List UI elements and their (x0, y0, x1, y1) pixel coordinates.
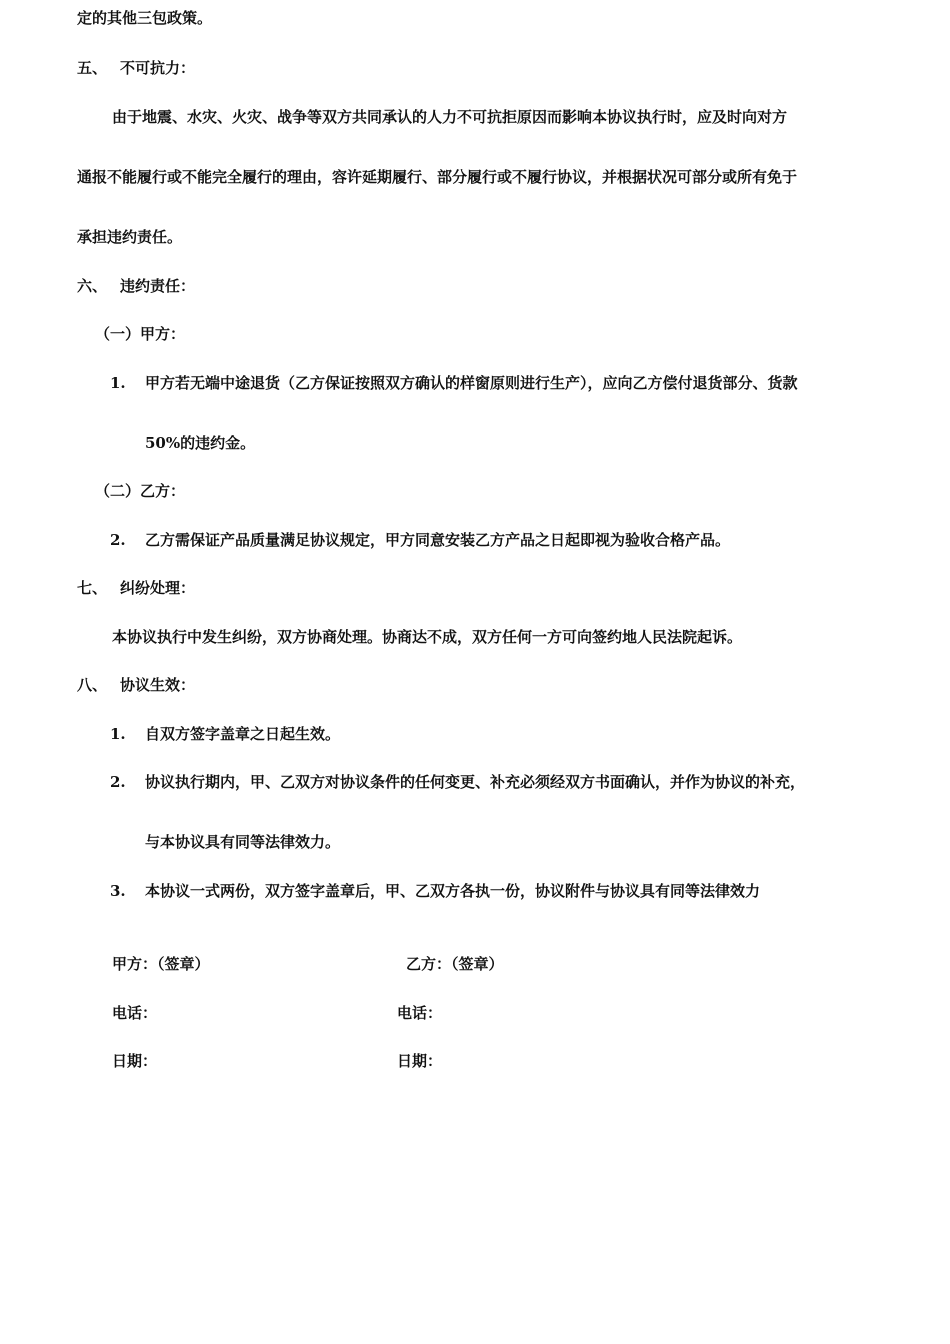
item-number: 1. (110, 374, 126, 392)
party-a-subheading: （一）甲方： (95, 325, 186, 343)
effective-clause-1: 自双方签字盖章之日起生效。 (145, 725, 341, 743)
section-8-number: 八、 (77, 676, 108, 694)
force-majeure-text-line-2: 通报不能履行或不能完全履行的理由，容许延期履行、部分履行或不履行协议，并根据状况可部分或所有免于 (77, 168, 798, 186)
party-a-date-label: 日期： (112, 1052, 158, 1070)
effective-clause-3: 本协议一式两份，双方签字盖章后，甲、乙双方各执一份，协议附件与协议具有同等法律效力 (145, 882, 761, 900)
party-b-date-label: 日期： (397, 1052, 443, 1070)
force-majeure-text-line-3: 承担违约责任。 (77, 228, 183, 246)
section-7-number: 七、 (77, 579, 108, 597)
party-b-subheading: （二）乙方： (95, 482, 186, 500)
clause-continuation-text: 定的其他三包政策。 (77, 9, 213, 27)
party-b-signature-label: 乙方：（签章） (406, 955, 504, 973)
item-number: 2. (110, 531, 126, 549)
dispute-resolution-text: 本协议执行中发生纠纷，双方协商处理。协商达不成，双方任何一方可向签约地人民法院起诉。 (112, 628, 743, 646)
effective-clause-2-line-1: 协议执行期内，甲、乙双方对协议条件的任何变更、补充必须经双方书面确认，并作为协议的补充， (145, 773, 806, 791)
party-a-liability-line-2: 50%的违约金。 (145, 434, 256, 452)
effective-clause-2-line-2: 与本协议具有同等法律效力。 (145, 833, 341, 851)
item-number: 3. (110, 882, 126, 900)
section-8-title: 协议生效： (120, 676, 196, 694)
party-b-phone-label: 电话： (397, 1004, 443, 1022)
section-5-number: 五、 (77, 59, 108, 77)
force-majeure-text-line-1: 由于地震、水灾、火灾、战争等双方共同承认的人力不可抗拒原因而影响本协议执行时，应及时向对方 (112, 108, 788, 126)
party-a-signature-label: 甲方：（签章） (112, 955, 210, 973)
section-7-title: 纠纷处理： (120, 579, 196, 597)
item-number: 1. (110, 725, 126, 743)
item-number: 2. (110, 773, 126, 791)
section-6-number: 六、 (77, 277, 108, 295)
party-b-liability-text: 乙方需保证产品质量满足协议规定，甲方同意安装乙方产品之日起即视为验收合格产品。 (145, 531, 731, 549)
section-5-title: 不可抗力： (120, 59, 196, 77)
party-a-liability-line-1: 甲方若无端中途退货（乙方保证按照双方确认的样窗原则进行生产），应向乙方偿付退货部分、货款 (145, 374, 798, 392)
party-a-phone-label: 电话： (112, 1004, 158, 1022)
section-6-title: 违约责任： (120, 277, 196, 295)
